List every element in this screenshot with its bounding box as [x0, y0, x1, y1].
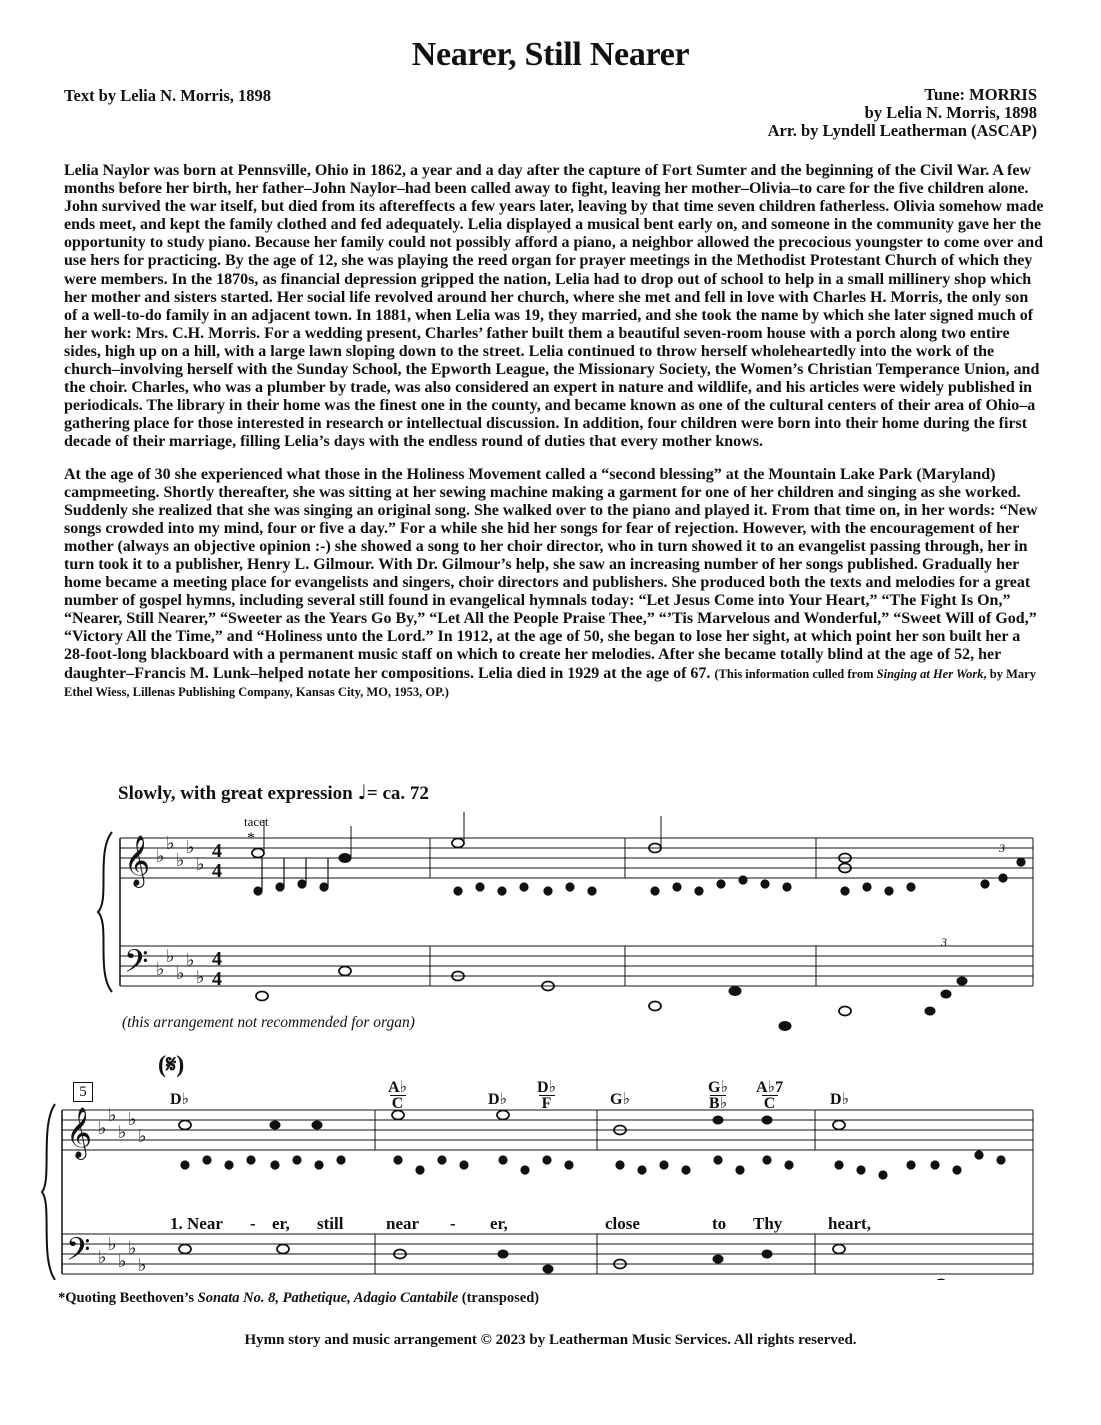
- source-suffix: , by Mary Ethel Wiess, Lillenas Publishing Company, Kansas City, MO, 1953, OP.): [64, 666, 1036, 699]
- bass-clef-icon: 𝄢: [124, 943, 149, 987]
- tempo-value: = ca. 72: [366, 783, 429, 804]
- svg-text:♭: ♭: [156, 846, 165, 867]
- copyright-notice: Hymn story and music arrangement © 2023 by Leatherman Music Services. All rights reserved.: [244, 1332, 857, 1348]
- svg-text:♭: ♭: [108, 1234, 117, 1255]
- time-sig-bottom-bass: 4: [212, 968, 222, 990]
- svg-text:♭: ♭: [166, 833, 175, 854]
- svg-text:♭: ♭: [108, 1105, 117, 1126]
- chord-symbol: [708, 1080, 728, 1111]
- measure-number: 5: [73, 1082, 93, 1102]
- system1-bass-staff: [120, 946, 1033, 986]
- footnote-suffix: (transposed): [458, 1290, 540, 1306]
- footnote-prefix: *Quoting Beethoven’s: [58, 1290, 198, 1306]
- organ-note: (this arrangement not recommended for organ): [122, 1014, 415, 1031]
- chord-symbol: D♭: [170, 1091, 190, 1108]
- chord-symbol: [756, 1080, 783, 1111]
- tempo-text: Slowly, with great expression: [118, 783, 353, 804]
- svg-text:♭: ♭: [186, 837, 195, 858]
- hymn-story: [64, 162, 1044, 715]
- chord-bottom: C: [391, 1095, 404, 1112]
- lyric-syllable: to: [712, 1214, 727, 1233]
- quarter-note-icon: ♩: [357, 780, 367, 804]
- chord-bottom: F: [541, 1095, 552, 1112]
- segno-icon: (𝄋): [158, 1052, 185, 1078]
- lyric-syllable: 1. Near: [170, 1214, 223, 1233]
- story-paragraph-2: [64, 466, 1044, 701]
- chord-bottom: B♭: [708, 1095, 728, 1112]
- arranger-credit: Arr. by Lyndell Leatherman (ASCAP): [767, 121, 1037, 140]
- time-sig-top-treble: 4: [212, 840, 222, 862]
- system1-notes: [252, 812, 1025, 1031]
- tune-composer: by Lelia N. Morris, 1898: [864, 103, 1037, 122]
- svg-text:♭: ♭: [118, 1122, 127, 1143]
- svg-text:♭: ♭: [138, 1126, 147, 1147]
- svg-text:♭: ♭: [98, 1247, 107, 1268]
- svg-text:♭: ♭: [138, 1255, 147, 1276]
- svg-text:♭: ♭: [166, 946, 175, 967]
- treble-clef-icon-2: 𝄞: [66, 1107, 93, 1158]
- lyric-syllable: Thy: [753, 1214, 783, 1233]
- story-paragraph-1: Lelia Naylor was born at Pennsville, Ohio in 1862, a year and a day after the capture of Fort Sumter and the beginning of the Civil War. A few months before her birth, her father–John Naylor–had been called away to fight, leaving her mother–Olivia–to care for the five children alone. John survived the war itself, but died from its aftereffects a few years later, leaving by that time seven children fatherless. Olivia somehow made ends meet, and kept the family clothed and fed adequately. Lelia displayed a musical bent early on, and someone in the community gave her the opportunity to study piano. Because her family could not possibly afford a piano, a neighbor allowed the precocious youngster to come over and use hers for practicing. By the age of 12, she was playing the reed organ for prayer meetings in the Methodist Protestant Church of which they were members. In the 1870s, as financial depression gripped the nation, Lelia had to drop out of school to help in a small millinery shop which her mother and sisters started. Her social life revolved around her church, where she met and fell in love with Charles H. Morris, the only son of a well-to-do family in an adjacent town. In 1881, when Lelia was 19, they married, and she took the name by which she later signed much of her work: Mrs. C.H. Morris. For a wedding present, Charles’ father built them a beautiful seven-room house with a porch along two entire sides, high up on a hill, with a large lawn sloping down to the street. Lelia continued to throw herself wholeheartedly into the work of the church–involving herself with the Sunday School, the Epworth League, the Missionary Society, the Women’s Christian Temperance Union, and the choir. Charles, who was a plumber by trade, was also considered an expert in nature and wildlife, and his articles were widely published in periodicals. The library in their home was the finest one in the county, and became known as one of the cultural centers of their area of Ohio–a gathering place for those interested in research or intellectual discussion. In addition, four children were born into their home during the first decade of their marriage, filling Lelia’s days with the endless round of duties that every mother knows.: [64, 162, 1044, 451]
- svg-text:♭: ♭: [118, 1251, 127, 1272]
- chord-symbol: [537, 1080, 556, 1111]
- page-title: Nearer, Still Nearer: [411, 36, 690, 73]
- triplet-mark-treble: 3: [999, 841, 1005, 855]
- tacet-marking: tacet: [244, 814, 269, 829]
- key-signature-flats: [98, 833, 205, 1276]
- chord-top: G♭: [708, 1079, 728, 1096]
- chord-top: D♭: [537, 1079, 557, 1096]
- music-score: [0, 800, 1101, 1280]
- chord-symbol: G♭: [610, 1091, 630, 1108]
- svg-text:♭: ♭: [196, 854, 205, 875]
- lyric-syllable: er,: [490, 1214, 508, 1233]
- lyric-syllable: still: [317, 1214, 344, 1233]
- footnote-work: Sonata No. 8, Pathetique, Adagio Cantabile: [197, 1290, 459, 1306]
- svg-text:♭: ♭: [176, 850, 185, 871]
- triplet-mark-bass: 3: [941, 935, 947, 949]
- footnote: [58, 1290, 539, 1307]
- chord-bottom: C: [763, 1095, 776, 1112]
- chord-top: A♭7: [756, 1079, 784, 1096]
- source-prefix: (This information culled from: [714, 666, 877, 681]
- time-sig-top-bass: 4: [212, 948, 222, 970]
- tune-name: Tune: MORRIS: [924, 85, 1037, 104]
- system2-notes: [179, 1111, 1005, 1281]
- chord-symbol: D♭: [488, 1091, 508, 1108]
- svg-text:♭: ♭: [98, 1118, 107, 1139]
- system2-treble-staff: [62, 1110, 1033, 1150]
- chord-symbol: [388, 1080, 407, 1111]
- svg-text:♭: ♭: [196, 967, 205, 988]
- lyric-syllable: near: [386, 1214, 420, 1233]
- tune-credits: [768, 86, 1037, 140]
- bass-clef-icon-2: 𝄢: [66, 1231, 91, 1275]
- chord-symbol: D♭: [830, 1091, 850, 1108]
- svg-text:♭: ♭: [176, 963, 185, 984]
- svg-text:♭: ♭: [128, 1109, 137, 1130]
- chord-top: A♭: [388, 1079, 408, 1096]
- lyric-hyphen: -: [450, 1214, 456, 1233]
- footnote-asterisk: *: [247, 830, 255, 847]
- text-credit: Text by Lelia N. Morris, 1898: [64, 86, 271, 105]
- lyric-syllable: er,: [272, 1214, 290, 1233]
- lyric-hyphen: -: [250, 1214, 256, 1233]
- lyric-syllable: heart,: [828, 1214, 871, 1233]
- svg-text:♭: ♭: [186, 950, 195, 971]
- treble-clef-icon: 𝄞: [124, 835, 151, 886]
- time-sig-bottom-treble: 4: [212, 860, 222, 882]
- svg-text:♭: ♭: [128, 1238, 137, 1259]
- story-paragraph-2-text: At the age of 30 she experienced what those in the Holiness Movement called a “second blessing” at the Mountain Lake Park (Maryland) campmeeting. Shortly thereafter, she was sitting at her sewing machine making a garment for one of her children and singing as she worked. Suddenly she realized that she was singing an original song. She walked over to the piano and played it. From that time on, in her words: “New songs crowded into my mind, four or five a day.” For a while she hid her songs for fear of rejection. However, with the encouragement of her mother (always an objective opinion :-) she showed a song to her choir director, who in turn showed it to an evangelist passing through, her in turn took it to a publisher, Henry L. Gilmour. With Dr. Gilmour’s help, she saw an increasing number of her songs published. Gradually her home became a meeting place for evangelists and singers, choir directors and publishers. She produced both the texts and melodies for a great number of gospel hymns, including several still found in evangelical hymnals today: “Let Jesus Come into Your Heart,” “The Fight Is On,” “Nearer, Still Nearer,” “Sweeter as the Years Go By,” “Let All the People Praise Thee,” “’Tis Marvelous and Wonderful,” “Sweet Will of God,” “Victory All the Time,” and “Holiness unto the Lord.” In 1912, at the age of 50, she began to lose her sight, at which point her son built her a 28-foot-long blackboard with a permanent music staff on which to create her melodies. After she became totally blind at the age of 52, her daughter–Francis M. Lunk–helped notate her compositions. Lelia died in 1929 at the age of 67.: [64, 465, 1038, 682]
- svg-text:♭: ♭: [156, 959, 165, 980]
- lyric-syllable: close: [605, 1214, 640, 1233]
- source-book: Singing at Her Work: [876, 666, 984, 681]
